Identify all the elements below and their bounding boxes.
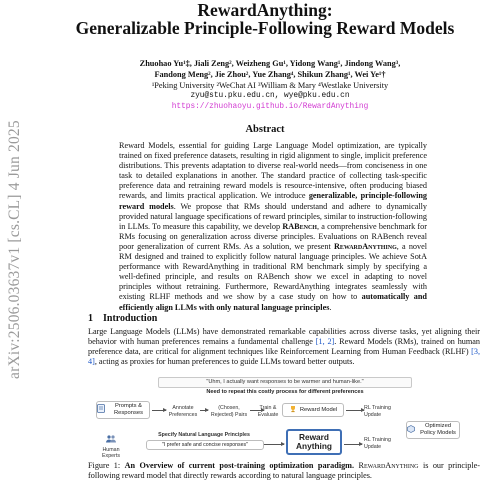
rewardanything-name: RewardAnything [333,241,397,251]
reward-anything-box [286,429,342,455]
citation-link[interactable]: [3, 4] [88,347,480,366]
figure-1 [92,377,488,459]
intro-text: , acting as proxies for human preferences to guide LLMs toward better outputs. [94,357,355,366]
caption-text: is our principle-following reward model that directly rewards according to natural language principles. [88,461,480,480]
paper-title-line1: RewardAnything: [197,0,333,20]
paper-title-line2: Generalizable Principle-Following Reward Models [75,18,455,38]
arxiv-stamp: arXiv:2506.03637v1 [cs.CL] 4 Jun 2025 [6,120,23,380]
abstract-text: , a novel RM designed and trained to explicitly follow natural language principles. We achieve SotA performance with RewardAnything in traditional RM benchmark simply by specifying a well-defined principle, and results on RABench show we excel in adapting to novel principles without retraining. Furthermore, RewardAnything integrates seamlessly with existing RLHF methods and we show by a case study on how to [119,241,428,302]
project-link[interactable]: https://zhuohaoyu.github.io/RewardAnything [171,103,369,111]
cube-icon [407,425,415,436]
abstract-body [119,141,427,313]
abstract-text: . We propose that RMs should understand and adhere to dynamically provided natural language specifications of reward principles, similar to instruction-following in LLMs. To measure this capability, we develop [119,201,427,231]
rl-training-top-label: RL Training Update [364,405,391,418]
people-icon [94,435,128,446]
annotate-label: Annotate Preferences [168,405,198,418]
flow-arrow [344,444,362,445]
author-email: zyu@stu.pku.edu.cn, wye@pku.edu.cn [190,92,350,100]
flow-arrow [264,444,284,445]
optimized-policy-label: Optimized Policy Models [420,423,456,436]
prompts-label: Prompts & Responses [113,403,143,416]
abstract-text: Reward Models, essential for guiding Large Language Model optimization, are typically trained on fixed preference datasets, resulting in rigid alignment to single, implicit preference distributions. This prevents adaptation to diverse real-world needs—from conciseness in one task to detailed explanations in another. The standard practice of collecting task-specific preference data and retraining reward models is resource-intensive, often producing biased rewards, and limits practical application. We introduce [119,141,427,201]
author-block [60,58,480,113]
figure-caption [88,461,480,481]
pairs-label: (Chosen, Rejected) Pairs [210,405,248,418]
optimized-policy-box [406,421,460,439]
reward-anything-word2: Anything [296,441,332,451]
section-heading [88,313,157,324]
section-number: 1 [88,313,93,324]
flow-arrow [346,410,364,411]
caption-model-name: RewardAnything [358,461,419,470]
reward-model-label: Reward Model [299,406,338,413]
caption-label: Figure 1: [88,461,125,470]
intro-paragraph [88,327,480,367]
abstract-text: , a comprehensive benchmark for RMs focusing on generalization across diverse principles. Evaluations on RABench reveal poor generalization of current RMs. As a solution, we present [119,221,427,251]
abstract-heading: Abstract [245,124,285,135]
repeat-note: Need to repeat this costly process for different preferences [206,389,364,395]
intro-text: . Reward Models (RMs), trained on human preference data, are critical for alignment techniques like Reinforcement Learning from Human Feedback (RLHF) [88,337,481,356]
train-label: Train & Evaluate [257,405,279,418]
flow-arrow [200,410,208,411]
citation-link[interactable]: [1, 2] [315,337,335,346]
principle-quote-box: "I prefer safe and concise responses" [146,440,264,450]
trophy-icon [289,405,297,416]
human-experts-label [94,435,128,460]
author-names-line2: Fandong Meng², Jie Zhou², Yue Zhang⁴, Shikun Zhang¹, Wei Ye¹† [154,70,386,79]
caption-bold: An Overview of current post-training optimization paradigm. [124,461,355,470]
reward-anything-word1: Reward [299,432,329,442]
human-experts-text: Human Experts [102,446,120,459]
intro-text: Large Language Models (LLMs) have demonstrated remarkable capabilities across diverse tasks, yet aligning their behavior with human preferences remains a fundamental challenge [88,327,480,346]
abstract-text: . [329,302,332,312]
author-names-line1: Zhuohao Yu¹‡, Jiali Zeng², Weizheng Gu¹, Yidong Wang¹, Jindong Wang³, [139,59,401,68]
abstract-bold-outcome: automatically and efficiently align LLMs with only natural language principles [119,292,427,312]
document-icon [97,404,105,416]
specify-principles-label: Specify Natural Language Principles [158,432,250,438]
abstract-bold-contribution: generalizable, principle-following reward models [119,191,427,211]
rabench-name: RABench [282,221,317,231]
prompts-responses-box [96,401,150,419]
flow-arrow [152,410,166,411]
rl-training-bottom-label: RL Training Update [364,437,391,450]
reward-model-box [282,403,344,417]
affiliations: ¹Peking University ²WeChat AI ³William & Mary ⁴Westlake University [151,81,389,90]
figure-quote: "Uhm, I actually want responses to be warmer and human-like." [158,377,412,388]
section-title: Introduction [103,313,158,324]
